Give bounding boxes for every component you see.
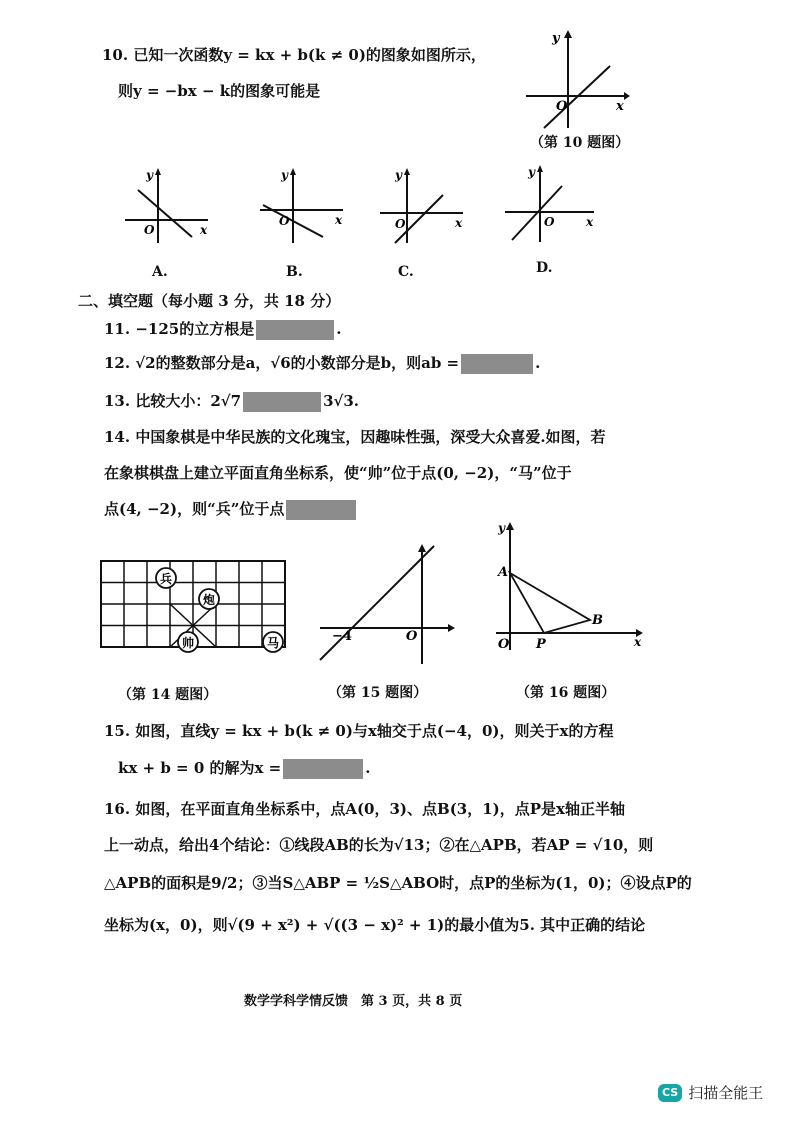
q15-line2: kx + b = 0 的解为x = . (118, 759, 371, 777)
svg-text:x: x (586, 215, 594, 229)
option-b-graph (255, 165, 350, 245)
svg-text:y: y (146, 168, 153, 182)
axis-label-y: y (552, 31, 560, 46)
scanner-brand-text: 扫描全能王 (688, 1084, 764, 1102)
point-a-label: A (498, 565, 509, 580)
section-title: 二、填空题（每小题 3 分，共 18 分） (78, 292, 341, 310)
q12: 12. √2的整数部分是a，√6的小数部分是b，则ab = . (104, 354, 541, 372)
svg-text:O: O (395, 217, 406, 231)
q10-line2: 则y = −bx − k的图象可能是 (118, 82, 321, 100)
option-d-label: D. (536, 260, 553, 276)
point-b-label: B (592, 613, 603, 628)
svg-text:x: x (335, 213, 343, 227)
piece-shuai (178, 632, 198, 652)
answer-blank (243, 392, 321, 412)
answer-blank (256, 320, 334, 340)
q16-line3: △APB的面积是9/2；③当S△ABP = ½S△ABO时，点P的坐标为(1，0)；④设点P的 (104, 874, 692, 892)
option-d-graph (500, 160, 600, 245)
fig14-caption: （第 14 题图） (118, 687, 218, 703)
option-a-graph (120, 165, 215, 245)
q13: 13. 比较大小：2√7 3√3. (104, 392, 360, 410)
fig16-caption: （第 16 题图） (516, 685, 616, 701)
answer-blank (461, 354, 533, 374)
svg-text:炮: 炮 (202, 593, 216, 607)
option-c-graph (375, 165, 470, 245)
svg-text:O: O (544, 215, 555, 229)
q11: 11. −125的立方根是 . (104, 320, 342, 338)
q10-caption: （第 10 题图） (530, 135, 630, 151)
scanner-badge (658, 1082, 763, 1103)
svg-text:x: x (200, 223, 208, 237)
svg-text:O: O (279, 214, 290, 228)
svg-text:x: x (455, 216, 463, 230)
svg-text:y: y (281, 168, 288, 182)
axis-label-x: x (616, 99, 624, 114)
q14-line3: 点(4, −2)，则“兵”位于点 (104, 498, 358, 520)
piece-pao (199, 589, 219, 609)
origin-label: O (556, 99, 568, 114)
q10-line1: 10. 已知一次函数y = kx + b(k ≠ 0)的图象如图所示， (102, 46, 486, 64)
q15-line1: 15. 如图，直线y = kx + b(k ≠ 0)与x轴交于点(−4，0)，则关于x的方程 (104, 722, 614, 740)
svg-text:y: y (528, 165, 535, 179)
q16-line1: 16. 如图，在平面直角坐标系中，点A(0，3)、点B(3，1)，点P是x轴正半轴 (104, 800, 625, 818)
q14-line1: 14. 中国象棋是中华民族的文化瑰宝，因趣味性强，深受大众喜爱.如图，若 (104, 428, 606, 446)
piece-ma (263, 632, 283, 652)
fig16-graph (488, 518, 644, 652)
svg-text:帅: 帅 (181, 636, 195, 650)
q16-line2: 上一动点，给出4个结论：①线段AB的长为√13；②在△APB，若AP = √10，则 (104, 836, 654, 854)
option-b-label: B. (286, 264, 303, 280)
q16-line4: 坐标为(x，0)，则√(9 + x²) + √((3 − x)² + 1)的最小值为5. 其中正确的结论 (104, 916, 646, 934)
svg-text:兵: 兵 (159, 572, 173, 586)
svg-text:y: y (498, 521, 505, 535)
fig15-graph (318, 540, 456, 665)
piece-bing (156, 568, 176, 588)
fig15-caption: （第 15 题图） (328, 685, 428, 701)
q14-line2: 在象棋棋盘上建立平面直角坐标系，使“帅”位于点(0, −2)，“马”位于 (104, 464, 572, 482)
option-a-label: A. (152, 264, 168, 280)
svg-text:y: y (395, 168, 402, 182)
point-p-label: P (536, 637, 546, 652)
answer-blank (283, 759, 363, 779)
svg-text:O: O (144, 223, 155, 237)
answer-blank (286, 500, 356, 520)
svg-text:马: 马 (266, 636, 280, 650)
intercept-label: −4 (332, 629, 352, 644)
svg-text:O: O (406, 629, 418, 644)
scanner-logo-icon: CS (658, 1084, 682, 1102)
chessboard-figure (96, 556, 296, 656)
svg-text:O: O (498, 637, 510, 652)
option-c-label: C. (398, 264, 414, 280)
q10-graph (520, 30, 630, 130)
svg-text:x: x (634, 635, 642, 649)
page-footer: 数学学科学情反馈 第 3 页，共 8 页 (244, 994, 463, 1009)
